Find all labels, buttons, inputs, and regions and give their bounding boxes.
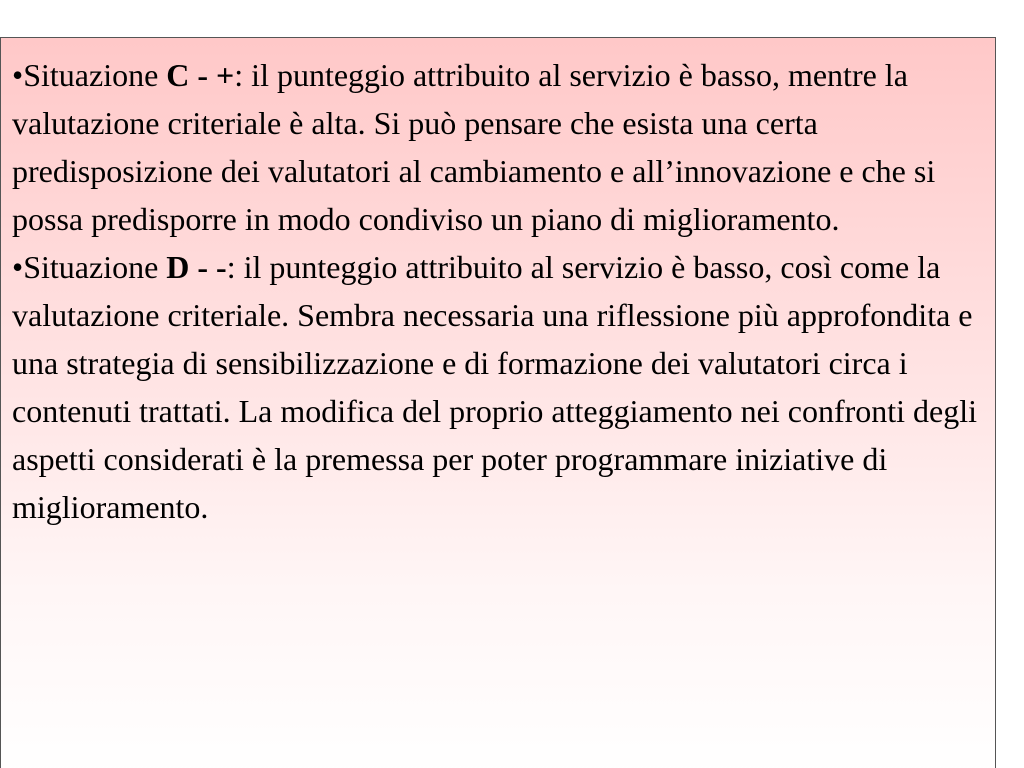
paragraph-body: : il punteggio attribuito al servizio è basso, così come la valutazione criteriale. Sembra necessaria una riflessione più approfondita e una strategia di sensibilizzazione e di formazione dei valutatori circa i contenuti trattati. La modifica del proprio atteggiamento nei confronti degli aspetti considerati è la premessa per poter programmare iniziative di miglioramento. [12, 249, 978, 525]
bullet-icon: • [12, 57, 24, 93]
situation-code: D - - [166, 249, 227, 285]
bullet-icon: • [12, 249, 24, 285]
paragraph-body: : il punteggio attribuito al servizio è basso, mentre la valutazione criteriale è alta. Si può pensare che esista una certa predisposizione dei valutatori al cambiamento e all’innovazione e che si possa predisporre in modo condiviso un piano di miglioramento. [12, 57, 936, 237]
content-text-box [0, 37, 996, 768]
paragraph-lead: Situazione [23, 57, 167, 93]
paragraph-situazione-c [12, 51, 983, 243]
situation-code: C - + [166, 57, 235, 93]
paragraph-situazione-d [12, 243, 983, 531]
paragraph-lead: Situazione [23, 249, 167, 285]
